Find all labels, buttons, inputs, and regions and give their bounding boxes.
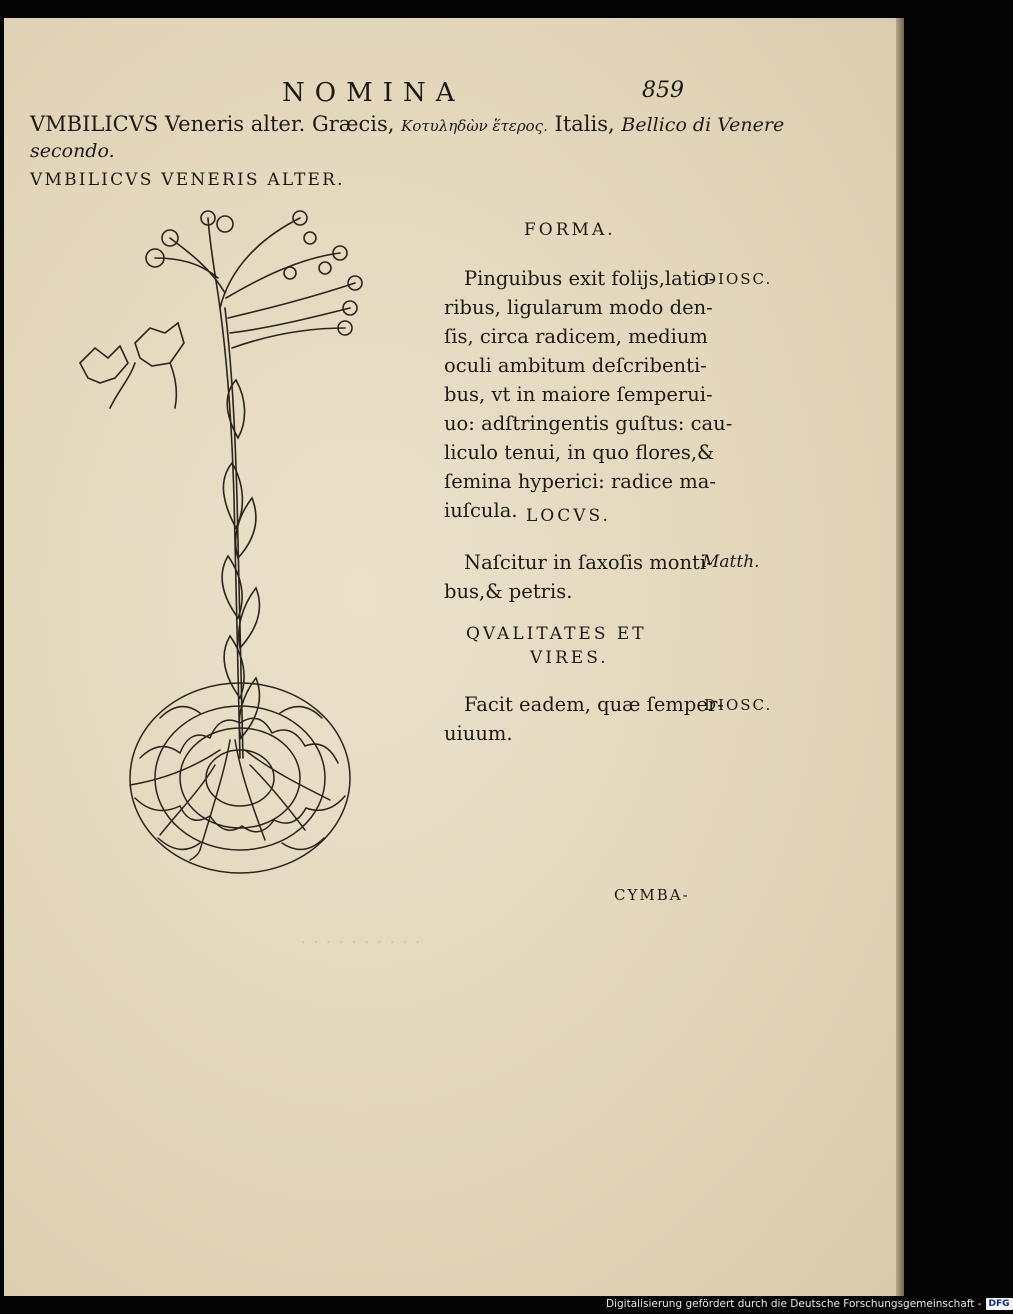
dfg-logo: DFG	[986, 1298, 1013, 1310]
show-through-text: · · · · · · · · · ·	[300, 930, 421, 954]
text-line: liculo tenui, in quo flores,&	[444, 441, 715, 464]
digitization-footer	[606, 1297, 1010, 1311]
latin-name: VMBILICVS Veneris alter.	[30, 112, 306, 136]
page-edge	[896, 18, 904, 1296]
greek-label: Græcis,	[311, 112, 395, 136]
margin-note-matthiolus: Matth.	[702, 552, 760, 572]
plant-names-line	[30, 112, 784, 136]
text-line: ſemina hyperici: radice ma-	[444, 470, 716, 493]
figure-caption: VMBILICVS VENERIS ALTER.	[30, 170, 345, 190]
text-line: Pinguibus exit folijs,latio-	[464, 267, 716, 290]
footer-text: Digitalisierung gefördert durch die Deutsche Forschungsgemeinschaft -	[606, 1298, 982, 1310]
text-line: bus, vt in maiore ſemperui-	[444, 383, 713, 406]
italian-label: Italis,	[554, 112, 615, 136]
section-heading-forma: FORMA.	[524, 220, 616, 240]
page-number: 859	[642, 78, 684, 103]
locus-text	[444, 548, 713, 606]
catchword: CYMBA-	[614, 886, 690, 904]
margin-note-dioscorides: DIOSC.	[704, 270, 773, 288]
text-line: bus,& petris.	[444, 580, 573, 603]
forma-text	[444, 264, 733, 525]
italian-name: Bellico di Venere	[621, 114, 785, 136]
qualitates-text	[444, 690, 724, 748]
text-line: Naſcitur in ſaxoſis monti-	[464, 551, 713, 574]
running-head: NOMINA	[282, 78, 465, 108]
text-line: ſis, circa radicem, medium	[444, 325, 708, 348]
text-line: ribus, ligularum modo den-	[444, 296, 713, 319]
italian-name-continuation: secondo.	[30, 140, 115, 162]
section-heading-locus: LOCVS.	[526, 506, 611, 526]
text-line: iuſcula.	[444, 499, 518, 522]
greek-name: Κοτυληδὼν ἕτερος.	[401, 117, 548, 135]
section-heading-qualitates: QVALITATES ET	[466, 624, 647, 644]
text-line: oculi ambitum deſcribenti-	[444, 354, 707, 377]
text-line: Facit eadem, quæ ſemper-	[464, 693, 724, 716]
margin-note-dioscorides-2: DIOSC.	[704, 696, 773, 714]
text-line: uiuum.	[444, 722, 513, 745]
text-line: uo: adſtringentis guſtus: cau-	[444, 412, 733, 435]
section-heading-vires: VIRES.	[530, 648, 609, 668]
plant-roots	[120, 740, 340, 860]
